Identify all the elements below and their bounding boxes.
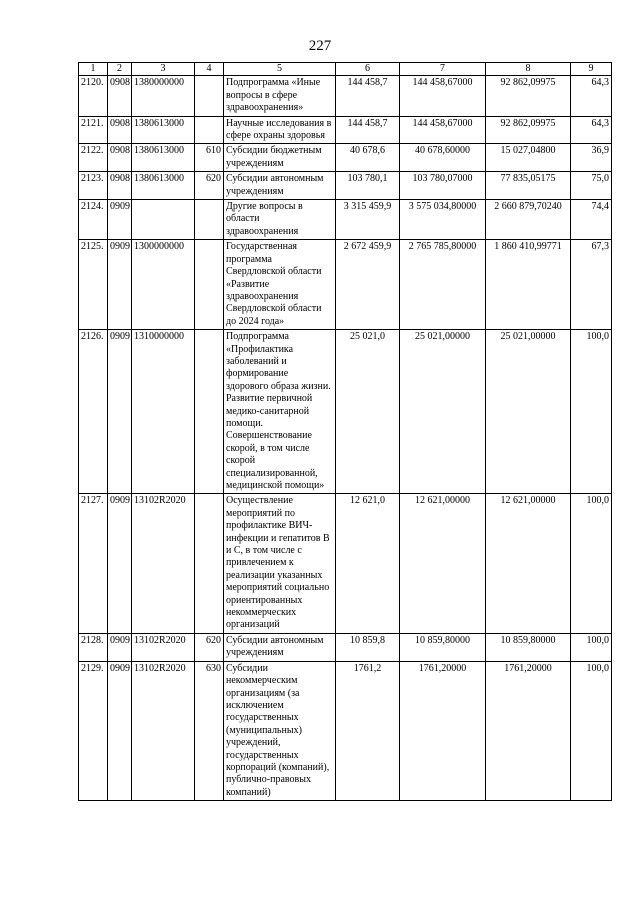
execution-percent-cell: 64,3 bbox=[571, 76, 612, 116]
budget-table bbox=[78, 62, 612, 801]
row-number-cell: 2126. bbox=[79, 330, 108, 494]
expense-type-cell bbox=[195, 76, 224, 116]
target-article-cell: 13102R2020 bbox=[132, 633, 195, 661]
section-code-cell: 0908 bbox=[108, 116, 132, 144]
executed-amount-cell: 12 621,00000 bbox=[486, 494, 571, 633]
column-header: 4 bbox=[195, 63, 224, 76]
table-row bbox=[79, 200, 612, 240]
executed-amount-cell: 1761,20000 bbox=[486, 661, 571, 800]
column-header: 6 bbox=[336, 63, 400, 76]
planned-amount-cell: 144 458,7 bbox=[336, 116, 400, 144]
table-row bbox=[79, 661, 612, 800]
execution-percent-cell: 36,9 bbox=[571, 144, 612, 172]
expense-type-cell bbox=[195, 200, 224, 240]
table-row bbox=[79, 116, 612, 144]
table-row bbox=[79, 330, 612, 494]
section-code-cell: 0909 bbox=[108, 240, 132, 330]
target-article-cell: 1380613000 bbox=[132, 144, 195, 172]
execution-percent-cell: 100,0 bbox=[571, 661, 612, 800]
planned-amount-cell: 12 621,0 bbox=[336, 494, 400, 633]
section-code-cell: 0909 bbox=[108, 633, 132, 661]
section-code-cell: 0908 bbox=[108, 172, 132, 200]
row-number-cell: 2121. bbox=[79, 116, 108, 144]
row-number-cell: 2125. bbox=[79, 240, 108, 330]
table-row bbox=[79, 240, 612, 330]
target-article-cell bbox=[132, 200, 195, 240]
planned-amount-cell: 25 021,0 bbox=[336, 330, 400, 494]
approved-amount-cell: 40 678,60000 bbox=[400, 144, 486, 172]
execution-percent-cell: 67,3 bbox=[571, 240, 612, 330]
executed-amount-cell: 25 021,00000 bbox=[486, 330, 571, 494]
section-code-cell: 0909 bbox=[108, 661, 132, 800]
column-header: 9 bbox=[571, 63, 612, 76]
approved-amount-cell: 1761,20000 bbox=[400, 661, 486, 800]
row-number-cell: 2123. bbox=[79, 172, 108, 200]
target-article-cell: 13102R2020 bbox=[132, 661, 195, 800]
section-code-cell: 0908 bbox=[108, 144, 132, 172]
header-row bbox=[79, 63, 612, 76]
planned-amount-cell: 144 458,7 bbox=[336, 76, 400, 116]
expense-type-cell bbox=[195, 240, 224, 330]
expense-type-cell: 620 bbox=[195, 633, 224, 661]
expense-type-cell bbox=[195, 330, 224, 494]
expense-type-cell: 620 bbox=[195, 172, 224, 200]
executed-amount-cell: 1 860 410,99771 bbox=[486, 240, 571, 330]
approved-amount-cell: 144 458,67000 bbox=[400, 76, 486, 116]
executed-amount-cell: 92 862,09975 bbox=[486, 116, 571, 144]
planned-amount-cell: 2 672 459,9 bbox=[336, 240, 400, 330]
approved-amount-cell: 144 458,67000 bbox=[400, 116, 486, 144]
executed-amount-cell: 10 859,80000 bbox=[486, 633, 571, 661]
expense-type-cell bbox=[195, 494, 224, 633]
target-article-cell: 1380613000 bbox=[132, 172, 195, 200]
column-header: 2 bbox=[108, 63, 132, 76]
item-name-cell: Подпрограмма «Профилактика заболеваний и формирование здорового образа жизни. Развитие первичной медико-санитарной помощи. Совершенствование скорой, в том числе скорой специализированной, медицинской помощи» bbox=[224, 330, 336, 494]
item-name-cell: Субсидии некоммерческим организациям (за исключением государственных (муниципальных) учреждений, государственных корпораций (компаний), публично-правовых компаний) bbox=[224, 661, 336, 800]
item-name-cell: Научные исследования в сфере охраны здоровья bbox=[224, 116, 336, 144]
execution-percent-cell: 64,3 bbox=[571, 116, 612, 144]
target-article-cell: 1380613000 bbox=[132, 116, 195, 144]
section-code-cell: 0908 bbox=[108, 76, 132, 116]
executed-amount-cell: 15 027,04800 bbox=[486, 144, 571, 172]
approved-amount-cell: 3 575 034,80000 bbox=[400, 200, 486, 240]
column-header: 1 bbox=[79, 63, 108, 76]
planned-amount-cell: 10 859,8 bbox=[336, 633, 400, 661]
planned-amount-cell: 103 780,1 bbox=[336, 172, 400, 200]
item-name-cell: Государственная программа Свердловской области «Развитие здравоохранения Свердловской области до 2024 года» bbox=[224, 240, 336, 330]
item-name-cell: Подпрограмма «Иные вопросы в сфере здравоохранения» bbox=[224, 76, 336, 116]
target-article-cell: 1310000000 bbox=[132, 330, 195, 494]
table-row bbox=[79, 144, 612, 172]
row-number-cell: 2124. bbox=[79, 200, 108, 240]
expense-type-cell bbox=[195, 116, 224, 144]
item-name-cell: Субсидии бюджетным учреждениям bbox=[224, 144, 336, 172]
executed-amount-cell: 2 660 879,70240 bbox=[486, 200, 571, 240]
row-number-cell: 2122. bbox=[79, 144, 108, 172]
column-header: 5 bbox=[224, 63, 336, 76]
row-number-cell: 2127. bbox=[79, 494, 108, 633]
page-number: 227 bbox=[308, 38, 332, 54]
table-row bbox=[79, 633, 612, 661]
column-header: 7 bbox=[400, 63, 486, 76]
execution-percent-cell: 100,0 bbox=[571, 633, 612, 661]
section-code-cell: 0909 bbox=[108, 494, 132, 633]
planned-amount-cell: 3 315 459,9 bbox=[336, 200, 400, 240]
table-row bbox=[79, 494, 612, 633]
execution-percent-cell: 75,0 bbox=[571, 172, 612, 200]
execution-percent-cell: 100,0 bbox=[571, 330, 612, 494]
section-code-cell: 0909 bbox=[108, 200, 132, 240]
item-name-cell: Другие вопросы в области здравоохранения bbox=[224, 200, 336, 240]
section-code-cell: 0909 bbox=[108, 330, 132, 494]
target-article-cell: 13102R2020 bbox=[132, 494, 195, 633]
item-name-cell: Субсидии автономным учреждениям bbox=[224, 172, 336, 200]
planned-amount-cell: 1761,2 bbox=[336, 661, 400, 800]
target-article-cell: 1380000000 bbox=[132, 76, 195, 116]
item-name-cell: Субсидии автономным учреждениям bbox=[224, 633, 336, 661]
expense-type-cell: 630 bbox=[195, 661, 224, 800]
approved-amount-cell: 25 021,00000 bbox=[400, 330, 486, 494]
executed-amount-cell: 92 862,09975 bbox=[486, 76, 571, 116]
approved-amount-cell: 103 780,07000 bbox=[400, 172, 486, 200]
target-article-cell: 1300000000 bbox=[132, 240, 195, 330]
column-header: 3 bbox=[132, 63, 195, 76]
planned-amount-cell: 40 678,6 bbox=[336, 144, 400, 172]
row-number-cell: 2129. bbox=[79, 661, 108, 800]
approved-amount-cell: 10 859,80000 bbox=[400, 633, 486, 661]
row-number-cell: 2120. bbox=[79, 76, 108, 116]
row-number-cell: 2128. bbox=[79, 633, 108, 661]
expense-type-cell: 610 bbox=[195, 144, 224, 172]
item-name-cell: Осуществление мероприятий по профилактике ВИЧ-инфекции и гепатитов В и С, в том числе с привлечением к реализации указанных мероприятий социально ориентированных некоммерческих организаций bbox=[224, 494, 336, 633]
approved-amount-cell: 12 621,00000 bbox=[400, 494, 486, 633]
executed-amount-cell: 77 835,05175 bbox=[486, 172, 571, 200]
approved-amount-cell: 2 765 785,80000 bbox=[400, 240, 486, 330]
execution-percent-cell: 74,4 bbox=[571, 200, 612, 240]
table-row bbox=[79, 172, 612, 200]
table-row bbox=[79, 76, 612, 116]
column-header: 8 bbox=[486, 63, 571, 76]
execution-percent-cell: 100,0 bbox=[571, 494, 612, 633]
